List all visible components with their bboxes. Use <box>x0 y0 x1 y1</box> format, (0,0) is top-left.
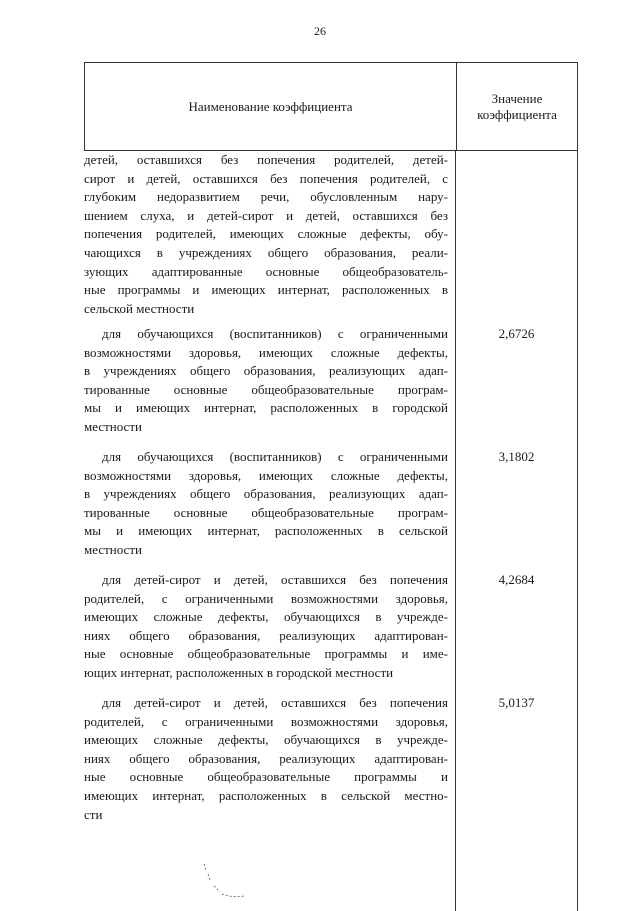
header-value-line-2: коэффициента <box>477 106 557 122</box>
text-line: шением слуха, и детей-сирот и детей, оставшихся без <box>84 207 448 223</box>
text-line: для обучающихся (воспитанников) с ограниченными <box>102 326 448 341</box>
coefficient-description <box>84 694 448 824</box>
text-line: для детей-сирот и детей, оставшихся без попечения <box>102 695 448 710</box>
text-line: детей, оставшихся без попечения родителей, детей- <box>84 152 448 167</box>
handwritten-mark <box>200 862 260 902</box>
text-line: зующих адаптированные основные общеобразователь- <box>84 263 448 279</box>
text-line: для детей-сирот и детей, оставшихся без попечения <box>102 572 448 587</box>
text-line: тированные основные общеобразовательные програм- <box>84 504 448 520</box>
text-line: тированные основные общеобразовательные програм- <box>84 381 448 397</box>
text-line: родителей, с ограниченными возможностями здоровья, <box>84 590 448 606</box>
text-line: ные программы и имеющих интернат, расположенных в <box>84 282 448 298</box>
text-line: ные основные общеобразовательные программы и име- <box>84 646 448 662</box>
coefficient-value: 5,0137 <box>498 695 535 710</box>
text-line: мы и имеющих интернат, расположенных в сельской <box>84 523 448 539</box>
header-value-line-1: Значение <box>491 90 543 106</box>
header-coefficient-name: Наименование коэффициента <box>85 63 457 150</box>
table-body <box>84 151 578 911</box>
text-line: глубоким недоразвитием речи, обусловленным нару- <box>84 189 448 205</box>
coefficient-value: 3,1802 <box>498 449 535 464</box>
text-line: возможностями здоровья, имеющих сложные дефекты, <box>84 467 448 483</box>
text-line: местности <box>84 541 142 557</box>
column-divider <box>455 151 456 911</box>
text-line: чающихся в учреждениях общего образования, реали- <box>84 244 448 260</box>
text-line: ющих интернат, расположенных в городской местности <box>84 664 394 680</box>
coefficient-description <box>84 571 448 683</box>
text-line: родителей, с ограниченными возможностями здоровья, <box>84 713 448 729</box>
text-line: возможностями здоровья, имеющих сложные дефекты, <box>84 344 448 360</box>
text-line: сирот и детей, оставшихся без попечения родителей, с <box>84 170 448 186</box>
coefficient-value: 2,6726 <box>498 326 535 341</box>
text-line: сти <box>84 806 103 822</box>
text-line: ниях общего образования, реализующих адаптирован- <box>84 750 448 766</box>
text-line: в учреждениях общего образования, реализующих адап- <box>84 363 448 379</box>
text-line: имеющих сложные дефекты, обучающихся в учрежде- <box>84 609 448 625</box>
text-line: ные основные общеобразовательные программы и <box>84 769 448 785</box>
text-line: ниях общего образования, реализующих адаптирован- <box>84 627 448 643</box>
table-header <box>84 62 578 151</box>
text-line: сельской местности <box>84 300 195 316</box>
text-line: мы и имеющих интернат, расположенных в городской <box>84 400 448 416</box>
text-line: попечения родителей, имеющих сложные дефекты, обу- <box>84 226 448 242</box>
text-line: в учреждениях общего образования, реализующих адап- <box>84 486 448 502</box>
coefficient-value: 4,2684 <box>498 572 535 587</box>
coefficient-description <box>84 448 448 560</box>
coefficient-table <box>84 62 578 911</box>
page-number: 26 <box>314 24 326 38</box>
text-line: имеющих сложные дефекты, обучающихся в учрежде- <box>84 732 448 748</box>
text-line: имеющих интернат, расположенных в сельской местно- <box>84 787 448 803</box>
text-line: для обучающихся (воспитанников) с ограниченными <box>102 449 448 464</box>
header-coefficient-value <box>457 63 577 150</box>
coefficient-description <box>84 325 448 437</box>
coefficient-description <box>84 151 448 318</box>
text-line: местности <box>84 418 142 434</box>
